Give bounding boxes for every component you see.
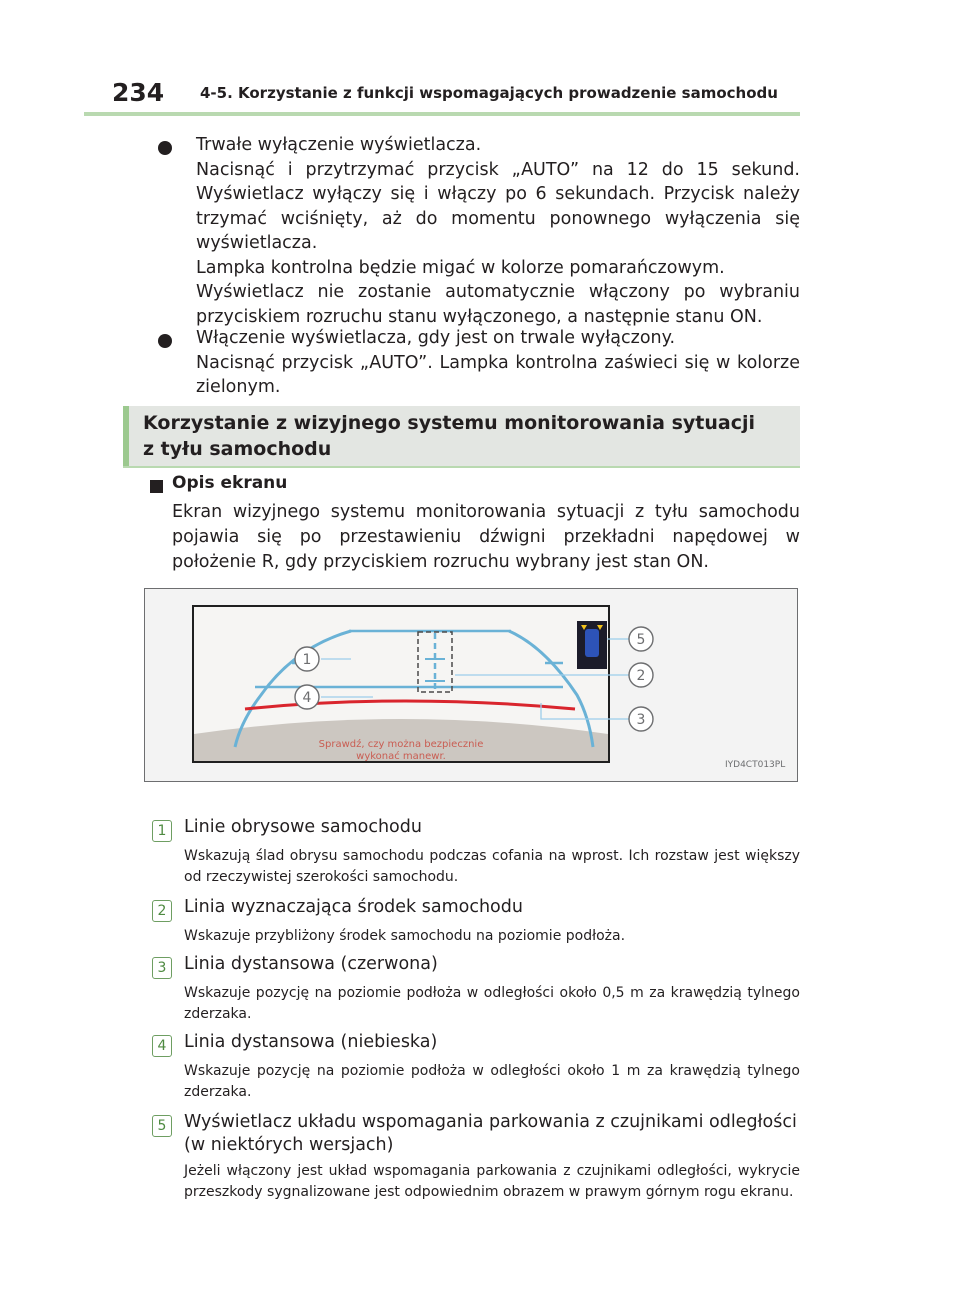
item-description: Wskazuje przybliżony środek samochodu na poziomie podłoża. <box>184 928 626 944</box>
subsection-paragraph: Ekran wizyjnego systemu monitorowania sytuacji z tyłu samochodu pojawia się po przestawieniu dźwigni przekładni napędowej w położenie R, gdy przyciskiem rozruchu wybrany jest stan ON. <box>172 502 800 572</box>
callout-marker-1 <box>295 647 319 671</box>
bullet-dot <box>158 141 172 155</box>
banner-stripe <box>123 406 129 466</box>
item-title: Linia dystansowa (czerwona) <box>184 954 438 974</box>
item-number-badge: 3 <box>152 957 172 979</box>
item-description: Wskazuje pozycję na poziomie podłoża w odległości około 1 m za krawędzią tylnego zderzaka. <box>184 1063 800 1100</box>
callout-marker-3 <box>629 707 653 731</box>
bullet-line: Trwałe wyłączenie wyświetlacza. <box>196 135 482 155</box>
item-title: Wyświetlacz układu wspomagania parkowania z czujnikami odległości (w niektórych wersjach) <box>184 1112 797 1155</box>
callout-marker-4 <box>295 685 319 709</box>
figure-code: IYD4CT013PL <box>725 760 786 770</box>
bullet-line: Włączenie wyświetlacza, gdy jest on trwale wyłączony. <box>196 328 676 348</box>
section-title-line: Korzystanie z wizyjnego systemu monitorowania sytuacji <box>143 412 756 434</box>
item-description: Jeżeli włączony jest układ wspomagania parkowania z czujnikami odległości, wykrycie przeszkody sygnalizowane jest odpowiednim obrazem w prawym górnym rogu ekranu. <box>184 1163 800 1200</box>
callout-marker-2 <box>629 663 653 687</box>
bullet-line: Nacisnąć przycisk „AUTO”. Lampka kontrolna zaświeci się w kolorze zielonym. <box>196 352 800 397</box>
bullet-line: Lampka kontrolna będzie migać w kolorze pomarańczowym. <box>196 257 725 278</box>
svg-text:4: 4 <box>302 690 312 706</box>
item-number-badge: 2 <box>152 900 172 922</box>
page-number: 234 <box>112 78 165 107</box>
subsection-square-icon <box>150 480 163 493</box>
svg-text:5: 5 <box>636 632 646 648</box>
bullet-text <box>196 133 800 329</box>
camera-screen-illustration <box>145 589 797 781</box>
screen-message-line1: Sprawdź, czy można bezpiecznie <box>318 739 484 750</box>
parking-assist-car-icon <box>585 629 599 657</box>
item-description: Wskazuje pozycję na poziomie podłoża w odległości około 0,5 m za krawędzią tylnego zderzaka. <box>184 985 800 1022</box>
chapter-title: 4-5. Korzystanie z funkcji wspomagających prowadzenie samochodu <box>200 84 778 102</box>
section-banner <box>123 406 800 466</box>
page-header <box>112 78 802 112</box>
item-title: Linia wyznaczająca środek samochodu <box>184 897 523 917</box>
item-title: Linie obrysowe samochodu <box>184 817 422 837</box>
section-title <box>143 410 783 462</box>
item-number-badge: 1 <box>152 820 172 842</box>
bullet-dot <box>158 334 172 348</box>
section-rule <box>123 466 800 468</box>
svg-text:3: 3 <box>636 712 646 728</box>
bullet-line: Wyświetlacz nie zostanie automatycznie włączony po wybraniu przyciskiem rozruchu stanu wyłączonego, a następnie stanu ON. <box>196 282 800 327</box>
item-description: Wskazują ślad obrysu samochodu podczas cofania na wprost. Ich rozstaw jest większy od rzeczywistej szerokości samochodu. <box>184 848 800 885</box>
header-rule <box>84 112 800 116</box>
bullet-text <box>196 326 800 400</box>
svg-text:1: 1 <box>302 652 312 668</box>
section-title-line: z tyłu samochodu <box>143 438 332 460</box>
item-number-badge: 4 <box>152 1035 172 1057</box>
screen-message-line2: wykonać manewr. <box>356 751 446 762</box>
item-title: Linia dystansowa (niebieska) <box>184 1032 438 1052</box>
subsection-title: Opis ekranu <box>172 473 288 493</box>
camera-screen-figure <box>144 588 798 782</box>
svg-text:2: 2 <box>636 668 646 684</box>
bullet-line: Nacisnąć i przytrzymać przycisk „AUTO” na 12 do 15 sekund. Wyświetlacz wyłączy się i włączy po 6 sekundach. Przycisk należy trzymać wciśnięty, aż do momentu ponownego wyłączenia się wyświetlacza. <box>196 159 800 253</box>
callout-marker-5 <box>629 627 653 651</box>
item-number-badge: 5 <box>152 1115 172 1137</box>
